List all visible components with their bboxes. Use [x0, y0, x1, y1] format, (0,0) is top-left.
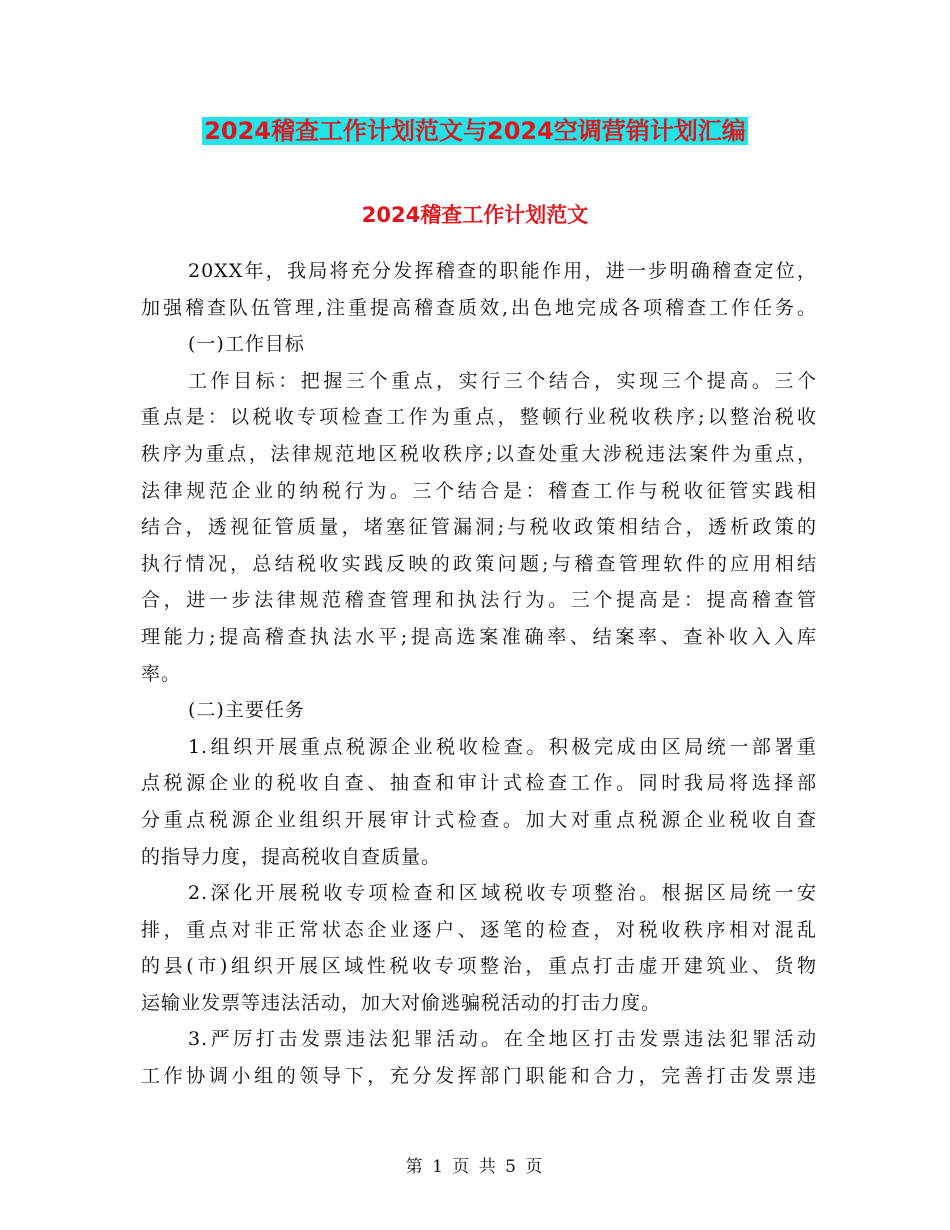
body-text-line: 法律规范企业的纳税行为。三个结合是：稽查工作与税收征管实践相 — [141, 479, 817, 502]
body-text-line: 工作协调小组的领导下，充分发挥部门职能和合力，完善打击发票违 — [141, 1065, 817, 1088]
body-text-line: 2.深化开展税收专项检查和区域税收专项整治。根据区局统一安 — [188, 882, 817, 905]
body-text-line: 秩序为重点，法律规范地区税收秩序;以查处重大涉税违法案件为重点， — [141, 442, 817, 465]
body-text-line: 1.组织开展重点税源企业税收检查。积极完成由区局统一部署重 — [188, 735, 817, 758]
body-text-line: 率。 — [141, 662, 182, 685]
document-body — [141, 253, 817, 1095]
body-text-line: 3.严厉打击发票违法犯罪活动。在全地区打击发票违法犯罪活动 — [188, 1028, 817, 1051]
body-text-line: 合，进一步法律规范稽查管理和执法行为。三个提高是：提高稽查管 — [141, 589, 817, 612]
body-text-line: 执行情况，总结税收实践反映的政策问题;与稽查管理软件的应用相结 — [141, 552, 817, 575]
page-footer: 第 1 页 共 5 页 — [405, 1157, 545, 1177]
body-text-line: 20XX年，我局将充分发挥稽查的职能作用，进一步明确稽查定位， — [188, 260, 817, 282]
document-title-text: 2024稽查工作计划范文与2024空调营销计划汇编 — [204, 117, 746, 145]
body-text-line: (二)主要任务 — [188, 699, 305, 722]
section-title: 2024稽查工作计划范文 — [361, 203, 589, 227]
body-text-line: 分重点税源企业组织开展审计式检查。加大对重点税源企业税收自查 — [141, 808, 817, 831]
body-text-line: 理能力;提高稽查执法水平;提高选案准确率、结案率、查补收入入库 — [141, 625, 817, 648]
body-text-line: 结合，透视征管质量，堵塞征管漏洞;与税收政策相结合，透析政策的 — [141, 516, 817, 539]
body-text-line: 排，重点对非正常状态企业逐户、逐笔的检查，对税收秩序相对混乱 — [141, 918, 817, 941]
body-text-line: 点税源企业的税收自查、抽查和审计式检查工作。同时我局将选择部 — [141, 772, 817, 795]
body-text-line: 运输业发票等违法活动，加大对偷逃骗税活动的打击力度。 — [141, 991, 662, 1014]
document-title — [0, 113, 950, 149]
body-text-line: 加强稽查队伍管理,注重提高稽查质效,出色地完成各项稽查工作任务。 — [141, 296, 817, 319]
body-text-line: 重点是：以税收专项检查工作为重点，整顿行业税收秩序;以整治税收 — [141, 406, 817, 429]
body-text-line: 的指导力度，提高税收自查质量。 — [141, 845, 442, 868]
body-text-line: (一)工作目标 — [188, 333, 305, 356]
body-text-line: 工作目标：把握三个重点，实行三个结合，实现三个提高。三个 — [188, 369, 817, 392]
body-text-line: 的县(市)组织开展区域性税收专项整治，重点打击虚开建筑业、货物 — [141, 955, 817, 978]
